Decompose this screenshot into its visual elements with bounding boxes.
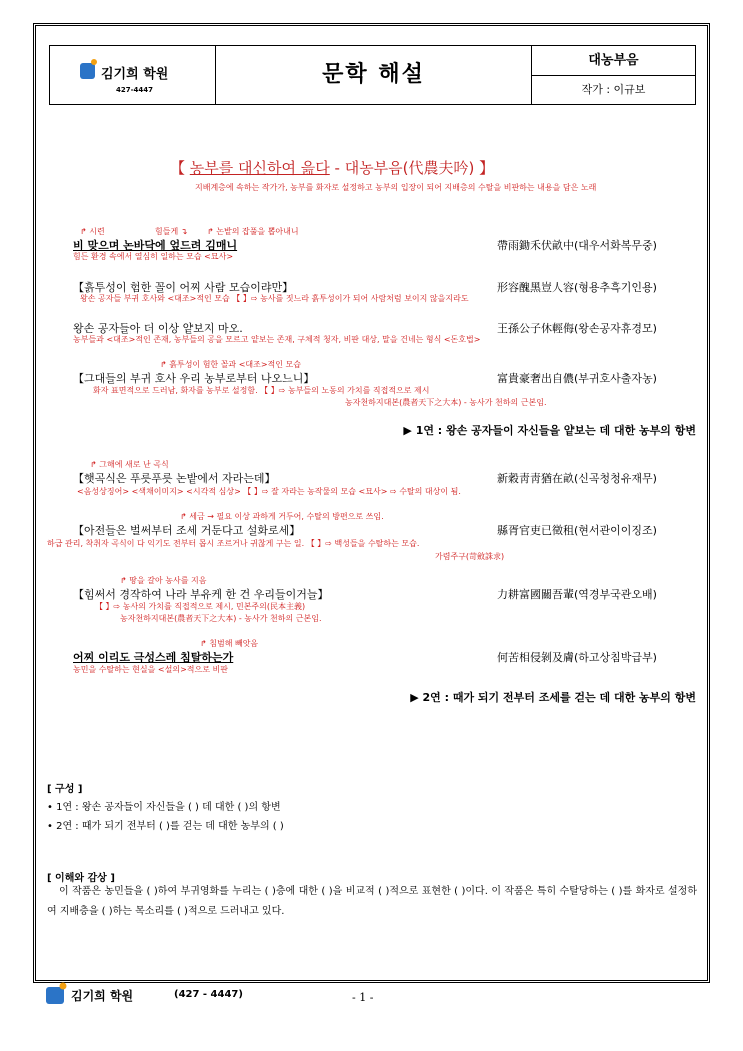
poem-topnote-6: ↱ 세금 → 필요 이상 과하게 거두어, 수탈의 방편으로 쓰임.	[180, 512, 384, 521]
page-number: - 1 -	[352, 991, 374, 1004]
poem-hanja-2: 形容醜黑豈人容(형용추흑기인용)	[497, 281, 657, 294]
poem-hanja-1: 帶雨鋤禾伏畝中(대우서화복무중)	[497, 239, 657, 252]
poem-hanja-8: 何苦相侵剝及膚(하고상침박급부)	[497, 651, 657, 664]
academy-logo	[50, 46, 216, 104]
author: 작가 : 이규보	[581, 83, 646, 96]
poem-line-6: 【아전들은 벌써부터 조세 거둔다고 설화로세】	[73, 524, 301, 537]
note-top-1b: 힘들게 ↴	[155, 227, 188, 236]
work-title: 대농부음	[532, 46, 695, 76]
poem-note-1: 힘든 환경 속에서 열심히 일하는 모습 <묘사>	[73, 252, 234, 261]
doc-title: 문학 해설	[322, 62, 425, 87]
stanza2-summary: ▶ 2연 : 때가 되기 전부터 조세를 걷는 데 대한 농부의 항변	[410, 691, 696, 704]
poem-line-7: 【힘써서 경작하여 나라 부유케 한 건 우리들이거늘】	[73, 588, 329, 601]
main-title	[170, 157, 494, 178]
poem-line-8: 어찌 이리도 극성스레 침탈하는가	[73, 651, 234, 664]
poem-topnote-8: ↱ 침범해 빼앗음	[200, 639, 259, 648]
poem-note-6b: 가렴주구(苛斂誅求)	[435, 552, 505, 561]
title-rest: - 대농부음(代農夫吟) 】	[329, 159, 495, 177]
note-top-1c: ↱ 논밭의 잡풀을 뽑아내니	[207, 227, 299, 236]
appreciation-text: 이 작품은 농민들을 ( )하여 부귀영화를 누리는 ( )층에 대한 ( )을 비교적 ( )적으로 표현한 ( )이다. 이 작품은 특히 수탈당하는 ( )를 화자로 설정하여 지배층을 ( )하는 목소리를 ( )적으로 드러내고 있다.	[47, 886, 697, 917]
poem-line-2: 【흙투성이 험한 꼴이 어찌 사람 모습이랴만】	[73, 281, 294, 294]
poem-line-3: 왕손 공자들아 더 이상 얕보지 마오.	[73, 322, 243, 335]
academy-logo-icon	[80, 59, 98, 79]
poem-note-7a: 【 】⇨ 농사의 가치를 직접적으로 제시, 민본주의(民本主義)	[95, 602, 306, 611]
stanza1-summary: ▶ 1연 : 왕손 공자들이 자신들을 얕보는 데 대한 농부의 항변	[403, 424, 696, 437]
poem-topnote-4: ↱ 흙투성이 험한 꼴과 <대조>적인 모습	[160, 360, 302, 369]
structure-heading: [ 구성 ]	[47, 784, 83, 795]
poem-topnote-7: ↱ 땅을 갈아 농사를 지음	[120, 576, 207, 585]
poem-note-8: 농민을 수탈하는 현실을 <설의>적으로 비판	[73, 665, 228, 674]
poem-note-2: 왕손 공자들 부귀 호사와 <대조>적인 모습 【 】⇨ 농사를 짓느라 흙투성이가 되어 사람처럼 보이지 않을지라도	[80, 294, 469, 303]
poem-hanja-5: 新穀靑靑猶在畝(신곡청청유재무)	[497, 472, 657, 485]
academy-phone: 427-4447	[116, 86, 153, 94]
poem-note-3: 농부들과 <대조>적인 존재, 농부들의 공을 모르고 얕보는 존재, 구체적 청자, 비판 대상, 말을 건네는 형식 <돈호법>	[73, 335, 481, 344]
poem-line-5: 【햇곡식은 푸릇푸릇 논밭에서 자라는데】	[73, 472, 276, 485]
footer-phone: (427 - 4447)	[174, 989, 243, 1000]
footer-logo-icon	[46, 982, 68, 1004]
appreciation-heading: [ 이해와 감상 ]	[47, 873, 115, 884]
structure-item-2: • 2연 : 때가 되기 전부터 ( )를 걷는 데 대한 농부의 ( )	[47, 821, 284, 832]
poem-hanja-7: 力耕富國關吾輩(역경부국관오배)	[497, 588, 657, 601]
poem-hanja-6: 縣胥官吏已徵租(현서관이이징조)	[497, 524, 657, 537]
poem-note-5: <음성상징어> <색채이미지> <시각적 심상> 【 】⇨ 잘 자라는 농작물의 모습 <묘사> ⇨ 수탈의 대상이 됨.	[77, 487, 461, 496]
title-prefix: 【	[170, 159, 186, 177]
note-top-1a: ↱ 시련	[80, 227, 105, 236]
poem-note-4b: 농자천하지대본(農者天下之大本) - 농사가 천하의 근본임.	[345, 398, 547, 407]
footer-logo	[46, 980, 286, 1006]
title-underlined: 농부를 대신하여 읊다	[189, 159, 330, 177]
poem-note-7b: 농자천하지대본(農者天下之大本) - 농사가 천하의 근본임.	[120, 614, 322, 623]
structure-item-1: • 1연 : 왕손 공자들이 자신들을 ( ) 데 대한 ( )의 항변	[47, 802, 281, 813]
header-table	[49, 45, 696, 105]
footer-academy: 김기희 학원	[71, 989, 134, 1003]
poem-line-4: 【그대들의 부귀 호사 우리 농부로부터 나오느니】	[73, 372, 315, 385]
subtitle: 지배계층에 속하는 작가가, 농부를 화자로 설정하고 농부의 입장이 되어 지배층의 수탈을 비판하는 내용을 담은 노래	[195, 183, 597, 192]
poem-topnote-5: ↱ 그해에 새로 난 곡식	[90, 460, 169, 469]
poem-hanja-4: 富貴豪奢出自儂(부귀호사출자농)	[497, 372, 657, 385]
poem-note-4a: 화자 표면적으로 드러남, 화자를 농부로 설정함. 【 】⇨ 농부들의 노동의 가치를 직접적으로 제시	[93, 386, 430, 395]
poem-hanja-3: 王孫公子休輕侮(왕손공자휴경모)	[497, 322, 657, 335]
poem-note-6a: 하급 관리, 착취자 곡식이 다 익기도 전부터 몹시 조르거나 귀찮게 구는 일. 【 】⇨ 백성들을 수탈하는 모습.	[47, 539, 420, 548]
academy-name: 김기희 학원	[101, 67, 169, 82]
poem-line-1: 비 맞으며 논바닥에 엎드려 김매니	[73, 239, 238, 252]
